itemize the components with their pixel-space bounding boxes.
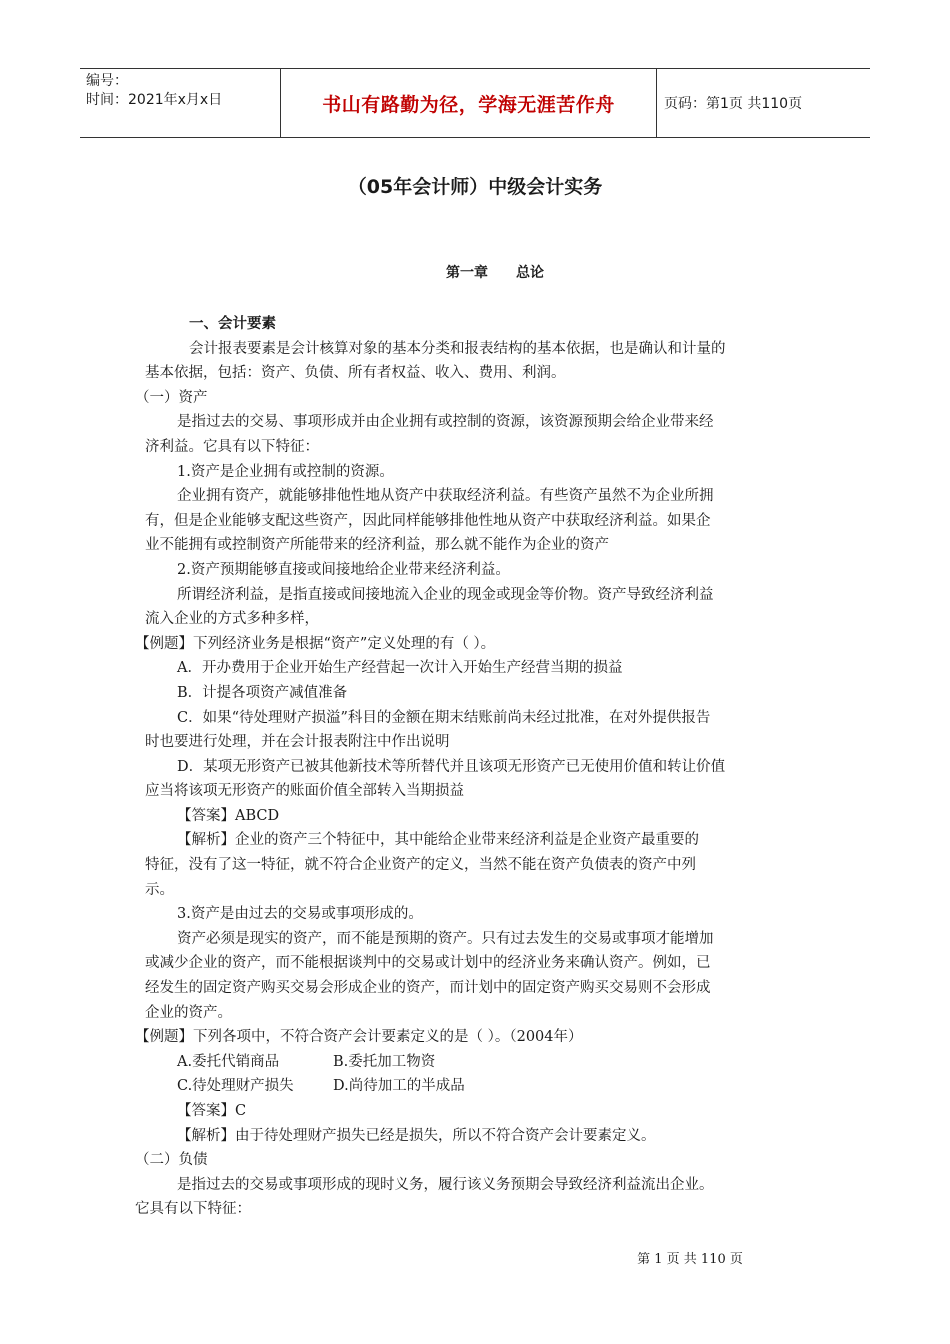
text-line: 济利益。它具有以下特征： (145, 438, 319, 455)
text-line: C．如果“待处理财产损溢”科目的金额在期末结账前尚未经过批准，在对外提供报告 (177, 709, 711, 726)
text-line: D．某项无形资产已被其他新技术等所替代并且该项无形资产已无使用价值和转让价值 (177, 758, 726, 775)
text-line: A．开办费用于企业开始生产经营起一次计入开始生产经营当期的损益 (177, 660, 623, 677)
page-footer: 第 1 页 共 110 页 (637, 1252, 743, 1267)
chapter-heading (0, 262, 950, 282)
body-text (135, 312, 805, 1222)
chapter-number: 第一章 (446, 265, 488, 281)
text-line: 或减少企业的资产，而不能根据谈判中的交易或计划中的经济业务来确认资产。例如，已 (145, 955, 711, 972)
header-table (80, 68, 870, 138)
text-line: 所谓经济利益，是指直接或间接地流入企业的现金或现金等价物。资产导致经济利益 (177, 586, 714, 603)
option-pair (145, 1074, 805, 1099)
text-line: 是指过去的交易或事项形成的现时义务，履行该义务预期会导致经济利益流出企业。 (177, 1176, 714, 1193)
text-line: （一）资产 (135, 389, 208, 406)
document-title: （05年会计师）中级会计实务 (347, 176, 603, 198)
text-line: 基本依据，包括：资产、负债、所有者权益、收入、费用、利润。 (145, 365, 566, 382)
text-line: （二）负债 (135, 1152, 208, 1169)
text-line: 【答案】ABCD (177, 807, 280, 824)
text-line: 【例题】下列各项中，不符合资产会计要素定义的是（ ）。（2004年） (135, 1029, 583, 1046)
number-label: 编号： (86, 73, 128, 89)
text-line: 有，但是企业能够支配这些资产，因此同样能够排他性地从资产中获取经济利益。如果企 (145, 512, 711, 529)
option-text: D.尚待加工的半成品 (333, 1078, 465, 1095)
header-meta (80, 69, 280, 137)
option-pair (145, 1050, 805, 1075)
text-line: 是指过去的交易、事项形成并由企业拥有或控制的资源，该资源预期会给企业带来经 (177, 414, 714, 431)
time-label: 时间：2021年x月x日 (86, 92, 223, 108)
header-motto-cell (280, 69, 657, 137)
text-line: 业不能拥有或控制资产所能带来的经济利益，那么就不能作为企业的资产 (145, 537, 609, 554)
text-line: B．计提各项资产减值准备 (177, 684, 348, 701)
text-line: 资产必须是现实的资产，而不能是预期的资产。只有过去发生的交易或事项才能增加 (177, 930, 714, 947)
text-line: 3.资产是由过去的交易或事项形成的。 (177, 906, 423, 923)
option-text: C.待处理财产损失 (177, 1078, 294, 1095)
text-line: 【解析】由于待处理财产损失已经是损失，所以不符合资产会计要素定义。 (177, 1127, 656, 1144)
text-line: 流入企业的方式多种多样， (145, 611, 319, 628)
chapter-name: 总论 (516, 265, 544, 281)
text-line: 它具有以下特征： (135, 1201, 251, 1218)
text-line: 会计报表要素是会计核算对象的基本分类和报表结构的基本依据，也是确认和计量的 (189, 340, 726, 357)
option-text: A.委托代销商品 (177, 1053, 280, 1070)
text-line: 企业拥有资产，就能够排他性地从资产中获取经济利益。有些资产虽然不为企业所拥 (177, 488, 714, 505)
option-text: B.委托加工物资 (333, 1053, 436, 1070)
text-line: 【解析】企业的资产三个特征中，其中能给企业带来经济利益是企业资产最重要的 (177, 832, 699, 849)
text-line: 2.资产预期能够直接或间接地给企业带来经济利益。 (177, 561, 510, 578)
text-line: 1.资产是企业拥有或控制的资源。 (177, 463, 394, 480)
text-line: 示。 (145, 881, 174, 898)
text-line: 经发生的固定资产购买交易会形成企业的资产，而计划中的固定资产购买交易则不会形成 (145, 980, 711, 997)
text-line: 时也要进行处理，并在会计报表附注中作出说明 (145, 734, 450, 751)
motto: 书山有路勤为径，学海无涯苦作舟 (322, 93, 615, 116)
header-page-info: 页码：第1页 共110页 (664, 96, 803, 112)
text-line: 【例题】下列经济业务是根据“资产”定义处理的有（ ）。 (135, 635, 496, 652)
text-line: 特征，没有了这一特征，就不符合企业资产的定义，当然不能在资产负债表的资产中列 (145, 857, 696, 874)
text-line: 应当将该项无形资产的账面价值全部转入当期损益 (145, 783, 464, 800)
text-line: 【答案】C (177, 1103, 247, 1119)
text-line: 企业的资产。 (145, 1004, 232, 1021)
text-line: 一、会计要素 (189, 316, 276, 332)
